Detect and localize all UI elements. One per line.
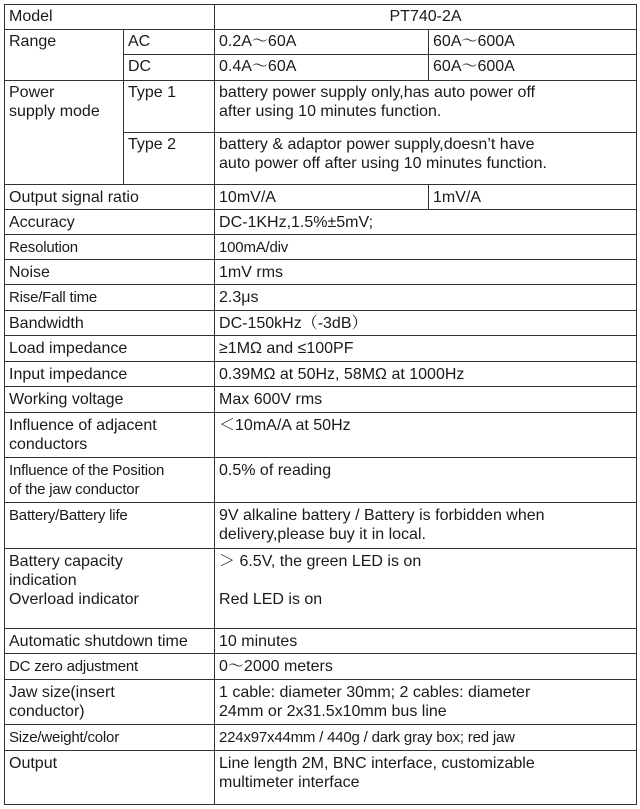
input-impedance-value: 0.39MΩ at 50Hz, 58MΩ at 1000Hz <box>215 362 637 387</box>
model-value: PT740-2A <box>215 5 637 30</box>
resolution-label: Resolution <box>5 235 215 260</box>
size-row <box>5 725 637 751</box>
battery-capacity-value <box>215 549 637 629</box>
influence-position-label-line1: Influence of the Position <box>9 462 165 479</box>
output-ratio-row <box>5 185 637 210</box>
noise-label: Noise <box>5 260 215 285</box>
rise-fall-label: Rise/Fall time <box>5 285 215 311</box>
battery-life-row <box>5 503 637 549</box>
power-type1-line1: battery power supply only,has auto power off <box>219 84 536 101</box>
spec-row <box>5 260 637 285</box>
jaw-size-line2: 24mm or 2x31.5x10mm bus line <box>219 703 447 720</box>
range-dc-high: 60A～600A <box>429 55 637 81</box>
size-label: Size/weight/color <box>5 725 215 751</box>
influence-position-label <box>5 458 215 503</box>
range-ac-label: AC <box>124 30 215 55</box>
spec-table <box>4 4 637 805</box>
power-type1-row <box>5 81 637 133</box>
influence-position-row <box>5 458 637 503</box>
output-ratio-value-2: 1mV/A <box>429 185 637 210</box>
zero-adjust-row <box>5 654 637 680</box>
output-line2: multimeter interface <box>219 774 360 791</box>
battery-life-value <box>215 503 637 549</box>
battery-capacity-value-line1: ＞ 6.5V, the green LED is on <box>219 553 422 570</box>
battery-capacity-row <box>5 549 637 629</box>
jaw-size-row <box>5 680 637 725</box>
influence-adjacent-label-line1: Influence of adjacent <box>9 417 157 434</box>
range-dc-low: 0.4A～60A <box>215 55 429 81</box>
power-label-line1: Power <box>9 84 55 101</box>
jaw-size-label-line1: Jaw size(insert <box>9 684 115 701</box>
power-type2-label: Type 2 <box>124 133 215 185</box>
bandwidth-value: DC-150kHz（-3dB） <box>215 311 637 336</box>
working-voltage-label: Working voltage <box>5 387 215 413</box>
influence-adjacent-row <box>5 413 637 458</box>
accuracy-value: DC-1KHz,1.5%±5mV; <box>215 210 637 235</box>
output-value <box>215 751 637 805</box>
accuracy-label: Accuracy <box>5 210 215 235</box>
battery-life-line2: delivery,please buy it in local. <box>219 526 426 543</box>
noise-value: 1mV rms <box>215 260 637 285</box>
power-type2-line1: battery & adaptor power supply,doesn’t have <box>219 136 535 153</box>
influence-position-label-line2: of the jaw conductor <box>9 481 140 498</box>
influence-adjacent-value: ＜10mA/A at 50Hz <box>215 413 637 458</box>
power-type1-value <box>215 81 637 133</box>
working-voltage-value: Max 600V rms <box>215 387 637 413</box>
output-ratio-label: Output signal ratio <box>5 185 215 210</box>
spec-row <box>5 387 637 413</box>
range-dc-label: DC <box>124 55 215 81</box>
influence-adjacent-label-line2: conductors <box>9 436 88 453</box>
spec-row <box>5 311 637 336</box>
spec-row <box>5 235 637 260</box>
range-ac-row <box>5 30 637 55</box>
influence-position-value: 0.5% of reading <box>215 458 637 503</box>
range-ac-low: 0.2A～60A <box>215 30 429 55</box>
shutdown-value: 10 minutes <box>215 629 637 654</box>
spec-row <box>5 362 637 387</box>
shutdown-label: Automatic shutdown time <box>5 629 215 654</box>
jaw-size-label-line2: conductor) <box>9 703 85 720</box>
influence-adjacent-label <box>5 413 215 458</box>
load-impedance-value: ≥1MΩ and ≤100PF <box>215 336 637 362</box>
power-label-line2: supply mode <box>9 103 100 120</box>
spec-row <box>5 285 637 311</box>
battery-life-line1: 9V alkaline battery / Battery is forbidden when <box>219 507 545 524</box>
battery-capacity-label <box>5 549 215 629</box>
spec-row <box>5 336 637 362</box>
jaw-size-value <box>215 680 637 725</box>
size-value: 224x97x44mm / 440g / dark gray box; red jaw <box>215 725 637 751</box>
model-row <box>5 5 637 30</box>
spec-row <box>5 210 637 235</box>
rise-fall-value: 2.3μs <box>215 285 637 311</box>
overload-indicator-value: Red LED is on <box>219 591 323 608</box>
battery-capacity-label-line2: indication <box>9 572 77 589</box>
overload-indicator-label: Overload indicator <box>9 591 139 608</box>
power-type1-line2: after using 10 minutes function. <box>219 103 442 120</box>
range-ac-high: 60A～600A <box>429 30 637 55</box>
load-impedance-label: Load impedance <box>5 336 215 362</box>
battery-life-label: Battery/Battery life <box>5 503 215 549</box>
power-label <box>5 81 124 185</box>
input-impedance-label: Input impedance <box>5 362 215 387</box>
battery-capacity-label-line1: Battery capacity <box>9 553 123 570</box>
jaw-size-label <box>5 680 215 725</box>
bandwidth-label: Bandwidth <box>5 311 215 336</box>
power-type1-label: Type 1 <box>124 81 215 133</box>
power-type2-value <box>215 133 637 185</box>
output-label: Output <box>5 751 215 805</box>
range-label: Range <box>5 30 124 81</box>
output-ratio-value-1: 10mV/A <box>215 185 429 210</box>
jaw-size-line1: 1 cable: diameter 30mm; 2 cables: diameter <box>219 684 531 701</box>
output-row <box>5 751 637 805</box>
zero-adjust-value: 0～2000 meters <box>215 654 637 680</box>
resolution-value: 100mA/div <box>215 235 637 260</box>
shutdown-row <box>5 629 637 654</box>
zero-adjust-label: DC zero adjustment <box>5 654 215 680</box>
power-type2-line2: auto power off after using 10 minutes function. <box>219 155 547 172</box>
output-line1: Line length 2M, BNC interface, customizable <box>219 755 535 772</box>
model-label: Model <box>5 5 215 30</box>
